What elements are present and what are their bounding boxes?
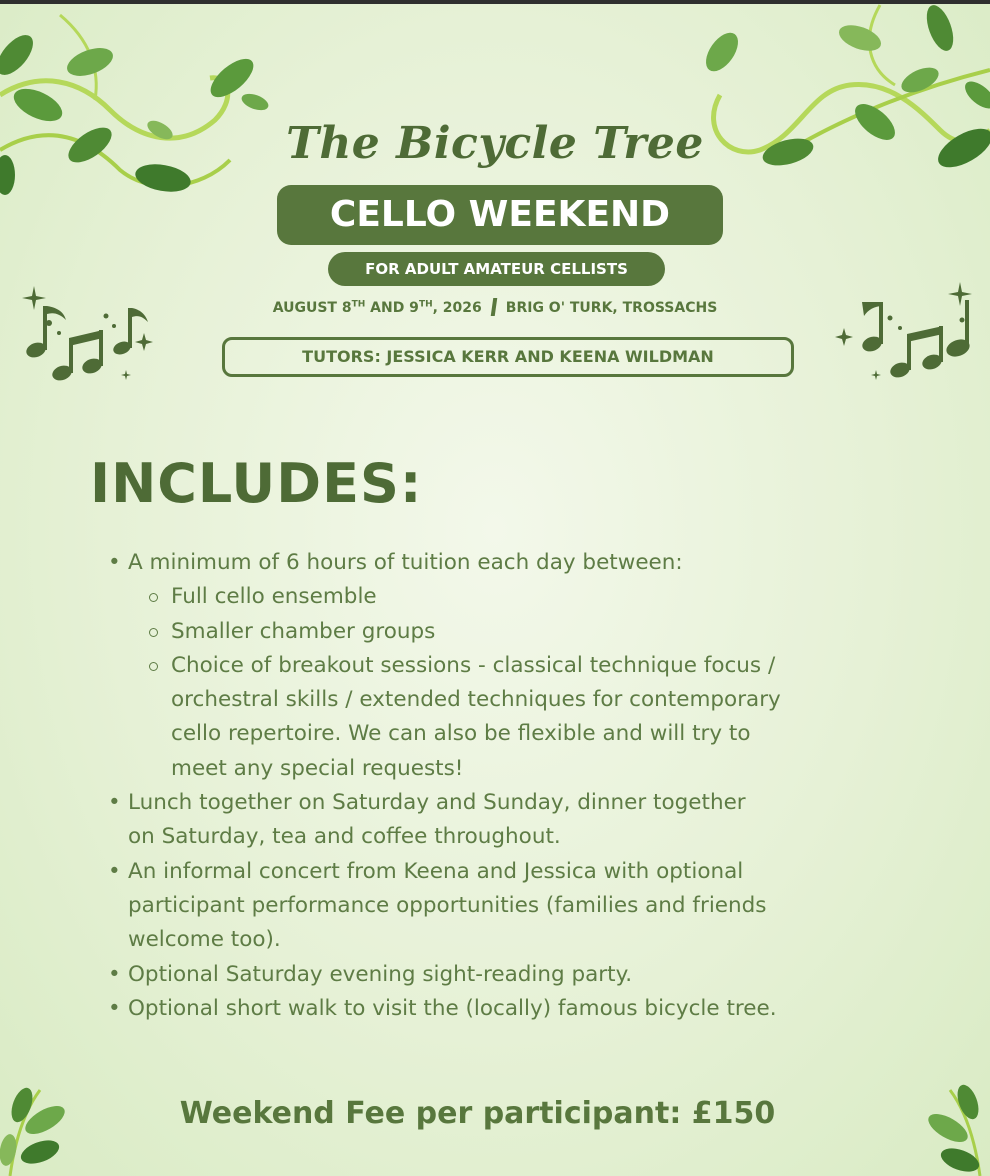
vine-leaves-icon [680,0,990,210]
sub-list-item: Smaller chamber groups [171,615,888,649]
list-item: • A minimum of 6 hours of tuition each day between: [108,550,683,575]
event-name-banner: CELLO WEEKEND [277,185,723,245]
audience-banner: FOR ADULT AMATEUR CELLISTS [328,252,665,286]
tutors-box: TUTORS: JESSICA KERR AND KEENA WILDMAN [222,337,794,377]
includes-list [108,546,888,1026]
list-item: • Lunch together on Saturday and Sunday, dinner together on Saturday, tea and coffee throughout. [108,790,746,850]
location-text: BRIG O' TURK, TROSSACHS [505,300,718,316]
vine-leaves-icon [0,0,290,210]
date-location-line [0,298,990,316]
includes-heading: INCLUDES: [90,452,423,515]
music-notes-icon [14,278,164,388]
separator [491,298,498,316]
music-notes-icon [832,278,982,388]
list-item: • An informal concert from Keena and Jessica with optional participant performance opportunities (families and friends welcome too). [108,858,767,953]
date-text: AUGUST 8TH AND 9TH, 2026 [272,299,482,316]
event-title: The Bicycle Tree [286,118,704,169]
fee-text: Weekend Fee per participant: £150 [179,1096,776,1131]
sub-list-item: Choice of breakout sessions - classical technique focus / orchestral skills / extended techniques for contemporary cello repertoire. We can also be flexible and will try to meet any special requests! [171,649,888,786]
list-item: • Optional Saturday evening sight-reading party. [108,961,633,987]
sub-list-item: Full cello ensemble [171,580,888,614]
list-item: • Optional short walk to visit the (locally) famous bicycle tree. [108,995,777,1021]
